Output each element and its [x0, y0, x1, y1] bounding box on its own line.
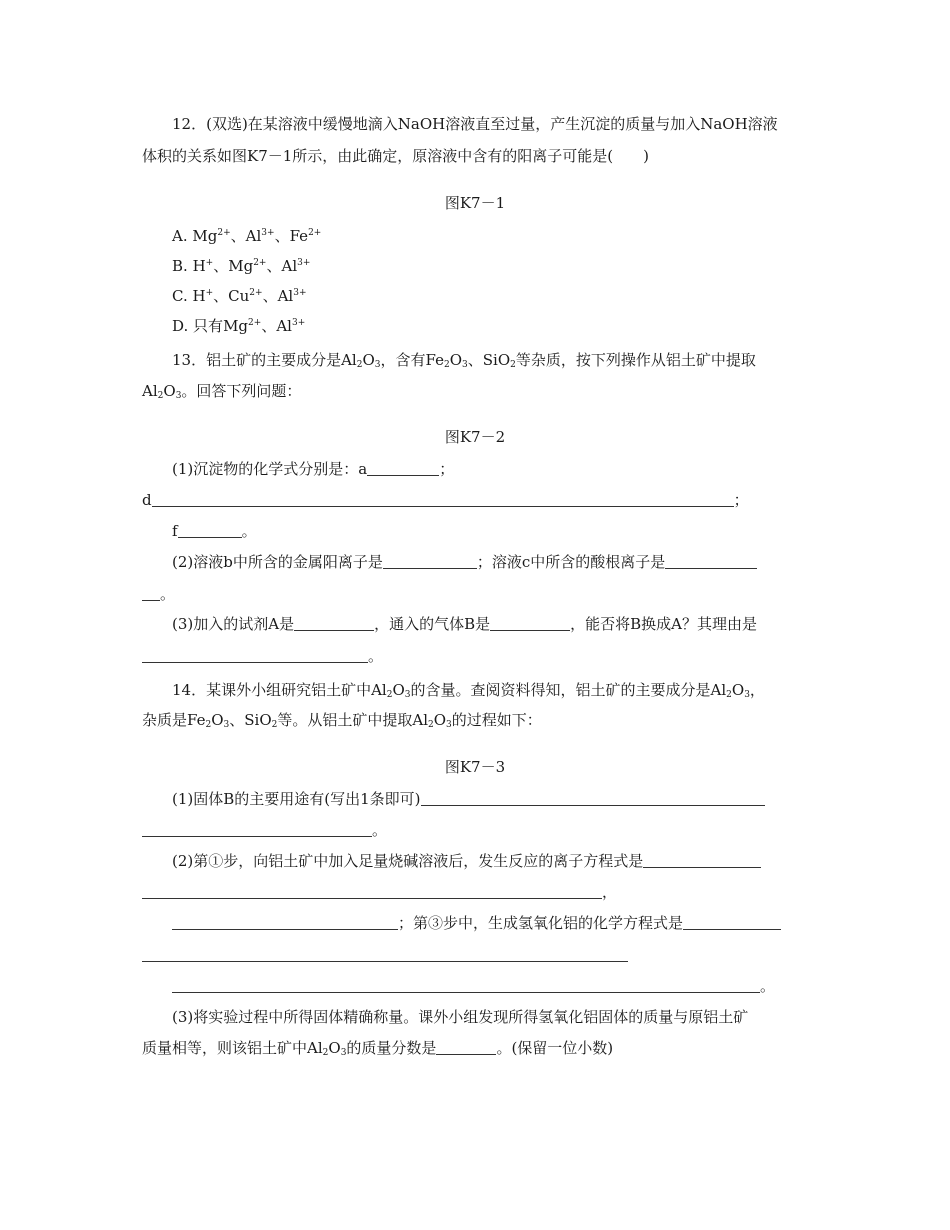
q13-part2-line2: 。: [142, 584, 175, 604]
figure-caption-k7-3: 图K7－3: [444, 758, 506, 776]
figure-caption-k7-1: 图K7－1: [444, 194, 506, 212]
answer-blank-ionic-eq-1[interactable]: [643, 853, 761, 868]
option-label: A.: [172, 227, 188, 245]
ion-symbol: Mg: [192, 227, 218, 245]
answer-blank-solid-b-use-cont[interactable]: [142, 822, 372, 837]
answer-blank-ionic-eq-1-cont[interactable]: [142, 884, 602, 899]
q14-part1-line2: 。: [142, 820, 387, 840]
ion-symbol: H: [192, 287, 206, 305]
ion-symbol: Cu: [228, 287, 250, 305]
q14-line2: 杂质是$Fe_2O_3$、SiO$_2$等。从铝土矿中提取$Al_2O_3$的过程如下：: [142, 711, 542, 730]
answer-blank-mass-fraction[interactable]: [436, 1040, 496, 1055]
ion-charge: 3+: [291, 318, 306, 328]
q13-line2: $Al_2O_3$。回答下列问题：: [142, 382, 302, 401]
q12-option-b[interactable]: [172, 256, 310, 276]
ion-symbol: H: [192, 257, 206, 275]
answer-blank-ionic-eq-2[interactable]: [172, 915, 398, 930]
q14-part2-line3: ；第③步中，生成氢氧化铝的化学方程式是: [172, 913, 781, 933]
q12-option-a[interactable]: [172, 226, 321, 246]
q14-part3-line2: 质量相等，则该铝土矿中$Al_2O_3$的质量分数是 。(保留一位小数): [142, 1039, 614, 1058]
option-label: D.: [172, 317, 189, 335]
q13-part1-line2: d ；: [142, 491, 749, 509]
answer-blank-a[interactable]: [367, 461, 439, 476]
answer-blank-metal-cation[interactable]: [383, 554, 477, 569]
q13-part2-line1: (2)溶液b中所含的金属阳离子是 ；溶液c中所含的酸根离子是: [172, 552, 757, 572]
ion-symbol: Mg: [228, 257, 254, 275]
option-label: B.: [172, 257, 188, 275]
answer-blank-reagent-a[interactable]: [294, 616, 374, 631]
ion-symbol: Fe: [289, 227, 309, 245]
q14-line1: 14．某课外小组研究铝土矿中$Al_2O_3$的含量。查阅资料得知，铝土矿的主要成分是$Al_2O_3$，: [172, 681, 765, 700]
answer-blank-acid-anion-cont[interactable]: [142, 586, 160, 601]
ion-charge: 2+: [253, 258, 267, 268]
q14-part3-line1: (3)将实验过程中所得固体精确称量。课外小组发现所得氢氧化铝固体的质量与原铝土矿: [172, 1008, 749, 1026]
answer-blank-f[interactable]: [178, 523, 242, 538]
answer-blank-d[interactable]: [152, 492, 734, 507]
q14-part2-line2: ，: [142, 882, 617, 902]
separator: 、: [266, 257, 282, 275]
ion-symbol: Al: [277, 287, 294, 305]
separator: 、: [213, 257, 229, 275]
separator: 、: [213, 287, 229, 305]
separator: 、: [262, 287, 278, 305]
q13-line1: 13．铝土矿的主要成分是$Al_2O_3$，含有$Fe_2O_3$、SiO$_2$等杂质，按下列操作从铝土矿中提取: [172, 351, 756, 370]
ion-charge: 3+: [293, 288, 307, 298]
ion-charge: 2+: [248, 318, 262, 328]
ion-charge: 3+: [261, 228, 275, 238]
ion-charge: 2+: [249, 288, 263, 298]
ion-charge: 2+: [308, 228, 322, 238]
ion-charge: +: [205, 288, 214, 298]
q12-option-d[interactable]: [172, 316, 305, 336]
ion-symbol: Al: [281, 257, 298, 275]
answer-blank-chem-eq-cont[interactable]: [142, 947, 628, 962]
q14-part2-line5: 。: [172, 976, 775, 996]
answer-blank-acid-anion[interactable]: [665, 554, 757, 569]
separator: 、: [230, 227, 246, 245]
ion-symbol: Al: [276, 317, 292, 335]
q13-part1-line1: (1)沉淀物的化学式分别是：a ；: [172, 460, 455, 478]
q14-part1-line1: (1)固体B的主要用途有(写出1条即可): [172, 789, 765, 809]
answer-blank-chem-eq[interactable]: [683, 915, 781, 930]
separator: 、: [274, 227, 290, 245]
ion-charge: 3+: [297, 258, 311, 268]
option-label: C.: [172, 287, 188, 305]
answer-blank-chem-eq-cont2[interactable]: [172, 978, 760, 993]
q13-part3-line1: (3)加入的试剂A是 ，通入的气体B是 ，能否将B换成A？其理由是: [172, 615, 757, 633]
ion-symbol: Al: [245, 227, 262, 245]
q12-option-c[interactable]: [172, 286, 307, 306]
answer-blank-solid-b-use[interactable]: [421, 791, 765, 806]
answer-blank-gas-b[interactable]: [490, 616, 570, 631]
q13-part1-line3: f 。: [172, 522, 257, 540]
q13-part3-line2: 。: [142, 646, 383, 666]
q14-part2-line1: (2)第①步，向铝土矿中加入足量烧碱溶液后，发生反应的离子方程式是: [172, 851, 761, 871]
figure-caption-k7-2: 图K7－2: [444, 428, 506, 446]
answer-blank-reason[interactable]: [142, 648, 368, 663]
q12-line2: 体积的关系如图K7－1所示，由此确定，原溶液中含有的阳离子可能是( ): [142, 147, 650, 165]
q12-line1: 12．(双选)在某溶液中缓慢地滴入NaOH溶液直至过量，产生沉淀的质量与加入NaOH溶液: [172, 115, 778, 133]
ion-charge: +: [205, 258, 214, 268]
option-prefix: 只有: [193, 317, 224, 335]
ion-symbol: Mg: [223, 317, 249, 335]
separator: 、: [261, 317, 277, 335]
q14-part2-line4: [142, 945, 628, 965]
ion-charge: 2+: [217, 228, 231, 238]
